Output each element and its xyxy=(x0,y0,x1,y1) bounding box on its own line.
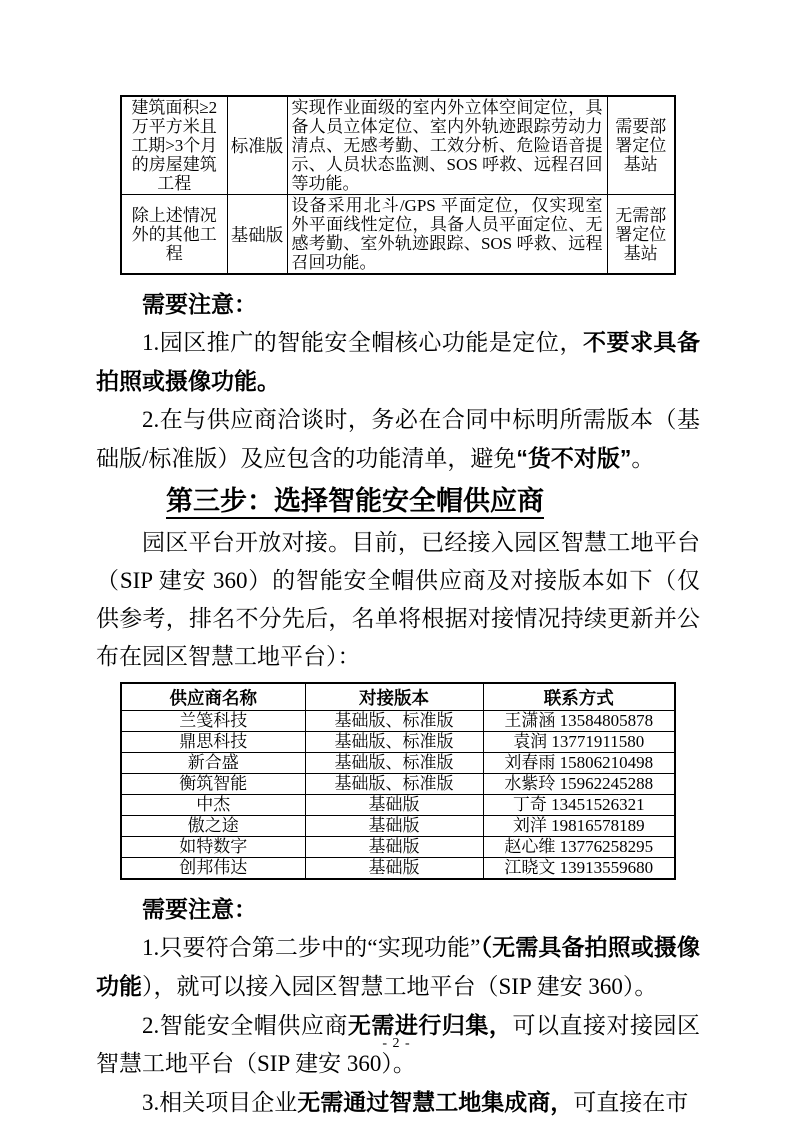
intro-paragraph: 园区平台开放对接。目前，已经接入园区智慧工地平台（SIP 建安 360）的智能安全帽供应商及对接版本如下（仅供参考，排名不分先后，名单将根据对接情况持续更新并公布在园区智慧工地平台）： xyxy=(96,530,700,669)
station-cell: 无需部署定位基站 xyxy=(607,195,675,275)
supplier-row xyxy=(121,774,675,795)
supplier-contact: 丁奇 13451526321 xyxy=(483,795,675,816)
supplier-version: 基础版 xyxy=(305,837,483,858)
supplier-row xyxy=(121,795,675,816)
supplier-version: 基础版 xyxy=(305,858,483,880)
note-text: ），就可以接入园区智慧工地平台（SIP 建安 360）。 xyxy=(142,974,658,999)
note-text: 3.相关项目企业 xyxy=(142,1090,298,1115)
note-text: 1.园区推广的智能安全帽核心功能是定位， xyxy=(142,330,583,355)
supplier-row xyxy=(121,858,675,880)
features-cell: 实现作业面级的室内外立体空间定位，具备人员立体定位、室内外轨迹跟踪劳动力清点、无感考勤、工效分析、危险语音提示、人员状态监测、SOS 呼救、远程召回等功能。 xyxy=(287,96,607,195)
features-cell: 设备采用北斗/GPS 平面定位，仅实现室外平面线性定位，具备人员平面定位、无感考勤、室外轨迹跟踪、SOS 呼救、远程召回功能。 xyxy=(287,195,607,275)
supplier-row xyxy=(121,837,675,858)
notes-a-label: 需要注意： xyxy=(142,291,257,317)
note-bold-text: “货不对版” xyxy=(516,445,632,471)
supplier-name: 衡筑智能 xyxy=(121,774,305,795)
supplier-name: 新合盛 xyxy=(121,753,305,774)
note-text: 2.智能安全帽供应商 xyxy=(142,1013,348,1038)
suppliers-table xyxy=(120,682,676,880)
supplier-contact: 水紫玲 15962245288 xyxy=(483,774,675,795)
supplier-version: 基础版、标准版 xyxy=(305,711,483,732)
version-table-row xyxy=(121,195,675,275)
supplier-version: 基础版、标准版 xyxy=(305,774,483,795)
supplier-version: 基础版 xyxy=(305,816,483,837)
section-heading xyxy=(166,480,700,522)
notes-a-item-2 xyxy=(96,401,700,478)
notes-a-item-1 xyxy=(96,323,700,401)
note-bold-text: 无需通过智慧工地集成商， xyxy=(297,1089,574,1115)
notes-b-label: 需要注意： xyxy=(142,896,257,922)
section-heading-text: 第三步：选择智能安全帽供应商 xyxy=(166,486,544,519)
note-bold-text: （无需具备拍照或摄像功能 xyxy=(96,934,701,999)
note-text: 2.在与供应商洽谈时，务必在合同中标明所需版本（基础版/标准版）及应包含的功能清单，避免 xyxy=(96,407,700,471)
note-text: 可直接在市 xyxy=(573,1090,689,1115)
supplier-contact: 赵心维 13776258295 xyxy=(483,837,675,858)
note-text: 可以直接对接园区智慧工地平台（SIP 建安 360）。 xyxy=(96,1013,701,1076)
supplier-name: 中杰 xyxy=(121,795,305,816)
column-header-version: 对接版本 xyxy=(305,683,483,711)
supplier-row xyxy=(121,753,675,774)
notes-section-a xyxy=(96,285,700,478)
station-cell: 需要部署定位基站 xyxy=(607,96,675,195)
page-content xyxy=(96,95,700,1122)
note-text: 1.只要符合第二步中的“实现功能” xyxy=(142,935,481,960)
supplier-version: 基础版、标准版 xyxy=(305,753,483,774)
version-table xyxy=(120,95,676,275)
version-cell: 标准版 xyxy=(227,96,287,195)
column-header-supplier: 供应商名称 xyxy=(121,683,305,711)
scope-cell: 除上述情况外的其他工程 xyxy=(121,195,227,275)
supplier-name: 如特数字 xyxy=(121,837,305,858)
supplier-contact: 刘春雨 15806210498 xyxy=(483,753,675,774)
notes-b-item-3 xyxy=(96,1083,700,1122)
note-bold-text: 无需进行归集， xyxy=(347,1012,513,1038)
note-bold-text: 不要求具备拍照或摄像功能。 xyxy=(96,329,701,394)
supplier-contact: 王潇涵 13584805878 xyxy=(483,711,675,732)
note-text: 。 xyxy=(631,446,655,471)
supplier-row xyxy=(121,732,675,753)
supplier-name: 鼎思科技 xyxy=(121,732,305,753)
scope-cell: 建筑面积≥2万平方米且工期>3个月的房屋建筑工程 xyxy=(121,96,227,195)
supplier-row xyxy=(121,711,675,732)
supplier-name: 兰笺科技 xyxy=(121,711,305,732)
supplier-name: 傲之途 xyxy=(121,816,305,837)
supplier-contact: 江晓文 13913559680 xyxy=(483,858,675,880)
column-header-contact: 联系方式 xyxy=(483,683,675,711)
supplier-version: 基础版、标准版 xyxy=(305,732,483,753)
version-table-row xyxy=(121,96,675,195)
supplier-version: 基础版 xyxy=(305,795,483,816)
notes-section-b xyxy=(96,890,700,1122)
supplier-contact: 刘洋 19816578189 xyxy=(483,816,675,837)
supplier-contact: 袁润 13771911580 xyxy=(483,732,675,753)
supplier-row xyxy=(121,816,675,837)
page-number: - 2 - xyxy=(382,1036,411,1051)
notes-b-item-1 xyxy=(96,928,700,1006)
supplier-name: 创邦伟达 xyxy=(121,858,305,880)
suppliers-table-header-row xyxy=(121,683,675,711)
version-cell: 基础版 xyxy=(227,195,287,275)
